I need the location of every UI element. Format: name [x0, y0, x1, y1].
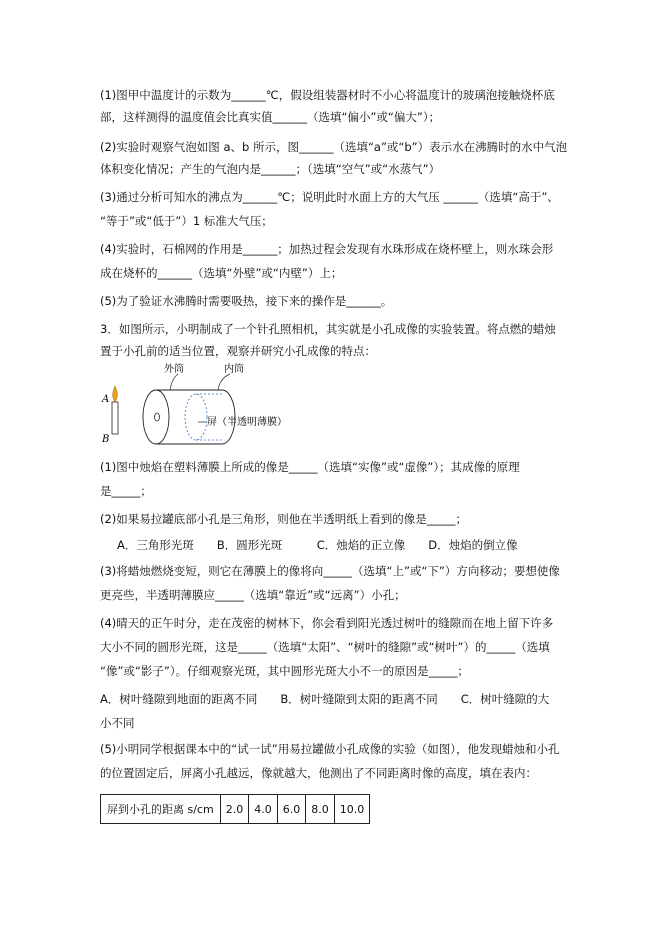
text-line: (1)图甲中温度计的示数为______℃，假设组装器材时不小心将温度计的玻璃泡接触烧杯底: [100, 88, 555, 102]
text-line: 置于小孔前的适当位置，观察并研究小孔成像的特点：: [100, 344, 376, 358]
table-row: [101, 795, 370, 824]
text-line: 更亮些，半透明薄膜应_____（选填“靠近”或“远离”）小孔；: [100, 588, 406, 602]
screen-membrane: [185, 394, 207, 440]
inner-tube-leader: [218, 374, 230, 390]
table-cell: 6.0: [277, 795, 306, 824]
text-line: (3)将蜡烛燃烧变短，则它在薄膜上的像将向_____（选填“上”或“下”）方向移动；要想使像: [100, 564, 560, 578]
text-line: (2)如果易拉罐底部小孔是三角形，则他在半透明纸上看到的像是_____；: [100, 512, 468, 526]
text-line: “像”或“影子”）。仔细观察光斑，其中圆形光斑大小不一的原因是_____；: [100, 664, 469, 678]
text-line: 大小不同的圆形光斑，这是_____（选填“太阳”、“树叶的缝隙”或“树叶”）的_____（选填: [100, 640, 550, 654]
label-screen: 屏（半透明薄膜）: [207, 417, 287, 428]
table-cell: 4.0: [249, 795, 278, 824]
table-cell: 8.0: [306, 795, 335, 824]
text-line: (4)实验时，石棉网的作用是______；加热过程会发现有水珠形成在烧杯壁上，则水珠会形: [100, 242, 554, 256]
text-line: 3．如图所示，小明制成了一个针孔照相机，其实就是小孔成像的实验装置。将点燃的蜡烛: [100, 322, 556, 336]
text-line: 的位置固定后，屏离小孔越远，像就越大，他测出了不同距离时像的高度，填在表内：: [100, 766, 537, 780]
text-line: (5)为了验证水沸腾时需要吸热，接下来的操作是______。: [100, 294, 393, 308]
text-line: 小不同: [100, 716, 135, 730]
choice-line: A．三角形光斑 B．圆形光斑 C．烛焰的正立像 D．烛焰的倒立像: [117, 538, 518, 552]
text-line: 部，这样测得的温度值会比真实值______（选填“偏小”或“偏大”）；: [100, 110, 441, 124]
choice-line: A．树叶缝隙到地面的距离不同 B．树叶缝隙到太阳的距离不同 C．树叶缝隙的大: [100, 692, 550, 706]
text-line: 体积变化情况；产生的气泡内是______；（选填“空气”或“水蒸气”）: [100, 162, 441, 176]
text-line: (3)通过分析可知水的沸点为______℃；说明此时水面上方的大气压 ______（选填“高于”、: [100, 190, 559, 204]
outer-tube-leader: [170, 374, 178, 390]
table-cell: 10.0: [334, 795, 370, 824]
table-cell: 2.0: [220, 795, 249, 824]
text-line: (5)小明同学根据课本中的“试一试”用易拉罐做小孔成像的实验（如图），他发现蜡烛和小孔: [100, 742, 560, 756]
distance-table: [100, 794, 370, 824]
text-line: 成在烧杯的______（选填“外壁”或“内壁”）上；: [100, 266, 343, 280]
text-line: (2)实验时观察气泡如图 a、b 所示，图______（选填“a”或“b”）表示水在沸腾时的水中气泡: [100, 140, 568, 154]
text-line: “等于”或“低于”）1 标准大气压；: [100, 214, 273, 228]
table-header-cell: 屏到小孔的距离 s/cm: [101, 795, 221, 824]
label-b: B: [102, 434, 110, 445]
text-line: 是_____；: [100, 484, 152, 498]
text-line: (1)图中烛焰在塑料薄膜上所成的像是_____（选填“实像”或“虚像”）；其成像的原理: [100, 460, 520, 474]
candle-flame: [113, 386, 118, 402]
candle-body: [112, 402, 118, 434]
label-outer-tube: 外筒: [164, 364, 184, 375]
text-line: (4)晴天的正午时分，走在茂密的树林下，你会看到阳光透过树叶的缝隙而在地上留下许多: [100, 616, 554, 630]
pinhole: [155, 413, 160, 421]
label-inner-tube: 内筒: [224, 364, 244, 375]
label-a: A: [102, 394, 110, 405]
pinhole-camera-figure: [100, 360, 340, 448]
